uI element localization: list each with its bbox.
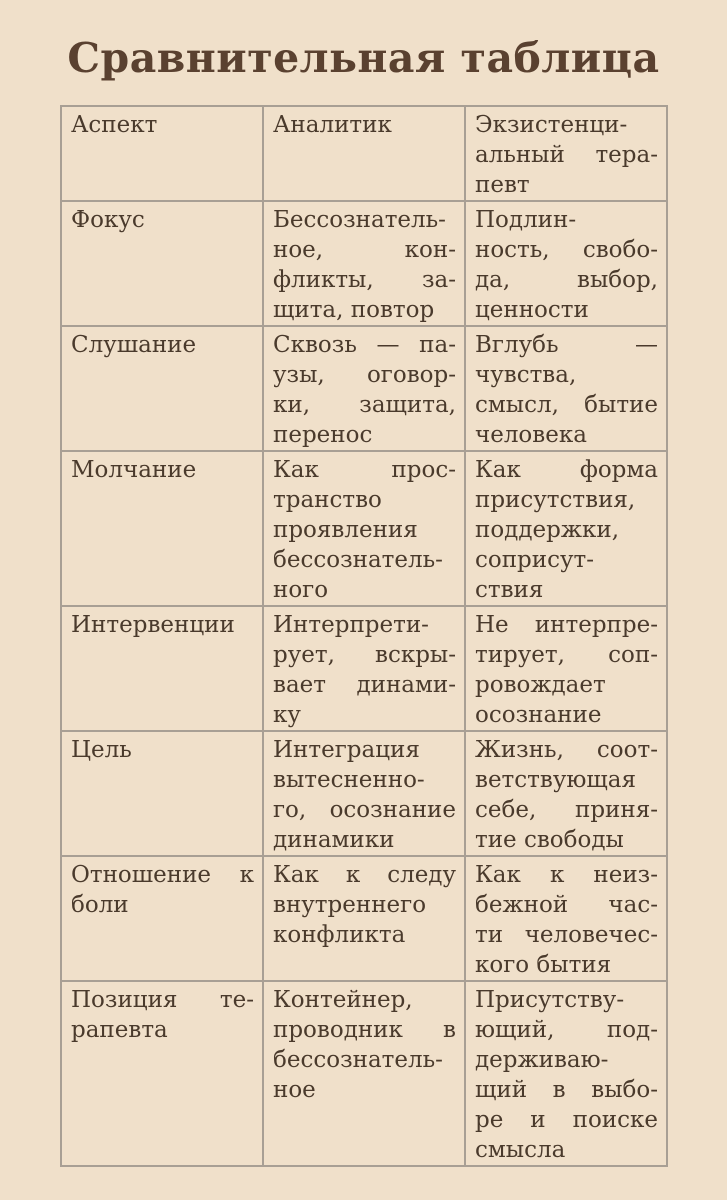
cell-line: ность, свобо- — [475, 237, 658, 263]
analyst-text — [273, 205, 456, 325]
aspect-text: Интервенции — [71, 612, 235, 638]
header-aspect: Аспект — [71, 112, 158, 138]
cell-line: Как к следу — [273, 862, 456, 888]
cell-line: осознание — [475, 702, 602, 728]
cell-line: ки, защита, — [273, 392, 456, 418]
cell-line: Сквозь — па- — [273, 332, 456, 358]
cell-line: бессознатель- — [273, 1047, 443, 1073]
cell-line: Бессознатель- — [273, 207, 446, 233]
cell-existential — [465, 326, 667, 451]
cell-line: ку — [273, 702, 301, 728]
cell-line: Как прос- — [273, 457, 456, 483]
aspect-text — [71, 860, 254, 920]
cell-existential — [465, 451, 667, 606]
cell-line: узы, оговор- — [273, 362, 456, 388]
analyst-text — [273, 985, 456, 1105]
cell-line: присутствия, — [475, 487, 636, 513]
cell-existential — [465, 856, 667, 981]
cell-existential — [465, 606, 667, 731]
analyst-text — [273, 860, 456, 950]
cell-existential — [465, 731, 667, 856]
cell-aspect — [61, 731, 263, 856]
table-row — [61, 856, 667, 981]
cell-aspect — [61, 326, 263, 451]
cell-line: транство — [273, 487, 382, 513]
analyst-text — [273, 455, 456, 605]
cell-line: держиваю- — [475, 1047, 609, 1073]
cell-line: фликты, за- — [273, 267, 456, 293]
cell-aspect — [61, 451, 263, 606]
cell-line: Как к неиз- — [475, 862, 658, 888]
existential-text — [475, 205, 658, 325]
cell-line: Подлин- — [475, 207, 577, 233]
cell-analyst — [263, 856, 465, 981]
header-cell-aspect — [61, 106, 263, 201]
cell-analyst — [263, 326, 465, 451]
existential-text — [475, 985, 658, 1165]
analyst-text — [273, 330, 456, 450]
cell-line: Не интерпре- — [475, 612, 658, 638]
cell-line: вает динами- — [273, 672, 456, 698]
cell-line: певт — [475, 172, 530, 198]
header-cell-analyst — [263, 106, 465, 201]
cell-line: альный тера- — [475, 142, 658, 168]
cell-line: Отношение к — [71, 862, 254, 888]
existential-text — [475, 735, 658, 855]
cell-line: проявления — [273, 517, 418, 543]
cell-analyst — [263, 731, 465, 856]
existential-text — [475, 610, 658, 730]
cell-line: динамики — [273, 827, 395, 853]
cell-line: Жизнь, соот- — [475, 737, 658, 763]
aspect-text: Фокус — [71, 207, 145, 233]
cell-line: щита, повтор — [273, 297, 435, 323]
cell-line: бежной час- — [475, 892, 658, 918]
table-row — [61, 731, 667, 856]
table-row — [61, 451, 667, 606]
header-existential — [475, 110, 658, 200]
cell-line: ное, кон- — [273, 237, 456, 263]
cell-analyst — [263, 451, 465, 606]
cell-line: поддержки, — [475, 517, 620, 543]
cell-line: рует, вскры- — [273, 642, 456, 668]
comparison-table — [60, 105, 668, 1167]
cell-line: ровождает — [475, 672, 606, 698]
cell-existential — [465, 981, 667, 1166]
cell-line: внутреннего — [273, 892, 427, 918]
existential-text — [475, 330, 658, 450]
existential-text — [475, 860, 658, 980]
cell-aspect — [61, 981, 263, 1166]
cell-line: чувства, — [475, 362, 577, 388]
header-analyst: Аналитик — [273, 112, 392, 138]
aspect-text: Молчание — [71, 457, 197, 483]
cell-line: соприсут- — [475, 547, 595, 573]
cell-line: смысл, бытие — [475, 392, 658, 418]
cell-analyst — [263, 981, 465, 1166]
cell-line: кого бытия — [475, 952, 612, 978]
cell-line: Присутству- — [475, 987, 625, 1013]
cell-line: ствия — [475, 577, 544, 603]
cell-line: человека — [475, 422, 587, 448]
cell-line: ветствующая — [475, 767, 636, 793]
cell-line: ценности — [475, 297, 589, 323]
cell-line: боли — [71, 892, 129, 918]
cell-line: го, осознание — [273, 797, 456, 823]
cell-line: Как форма — [475, 457, 658, 483]
cell-line: ре и поиске — [475, 1107, 658, 1133]
aspect-text — [71, 985, 254, 1045]
cell-line: тие свободы — [475, 827, 624, 853]
page-title: Сравнительная таблица — [67, 34, 660, 82]
cell-line: ное — [273, 1077, 316, 1103]
cell-line: бессознатель- — [273, 547, 443, 573]
cell-line: перенос — [273, 422, 373, 448]
cell-aspect — [61, 606, 263, 731]
cell-analyst — [263, 606, 465, 731]
cell-line: себе, приня- — [475, 797, 658, 823]
cell-line: Вглубь — — [475, 332, 658, 358]
existential-text — [475, 455, 658, 605]
cell-line: щий в выбо- — [475, 1077, 658, 1103]
cell-line: рапевта — [71, 1017, 168, 1043]
cell-line: Позиция те- — [71, 987, 254, 1013]
cell-line: конфликта — [273, 922, 406, 948]
cell-line: ющий, под- — [475, 1017, 658, 1043]
cell-line: смысла — [475, 1137, 566, 1163]
table-header-row — [61, 106, 667, 201]
cell-aspect — [61, 856, 263, 981]
cell-line: вытесненно- — [273, 767, 425, 793]
header-cell-existential — [465, 106, 667, 201]
aspect-text: Цель — [71, 737, 132, 763]
analyst-text — [273, 610, 456, 730]
table-row — [61, 326, 667, 451]
cell-line: Интерпрети- — [273, 612, 429, 638]
cell-line: проводник в — [273, 1017, 456, 1043]
table-row — [61, 606, 667, 731]
cell-line: Интеграция — [273, 737, 420, 763]
cell-line: Экзистенци- — [475, 112, 628, 138]
cell-line: ти человечес- — [475, 922, 658, 948]
table-row — [61, 201, 667, 326]
cell-existential — [465, 201, 667, 326]
analyst-text — [273, 735, 456, 855]
cell-analyst — [263, 201, 465, 326]
cell-line: ного — [273, 577, 329, 603]
table-row — [61, 981, 667, 1166]
cell-line: да, выбор, — [475, 267, 658, 293]
cell-aspect — [61, 201, 263, 326]
cell-line: Контейнер, — [273, 987, 413, 1013]
aspect-text: Слушание — [71, 332, 197, 358]
cell-line: тирует, соп- — [475, 642, 658, 668]
